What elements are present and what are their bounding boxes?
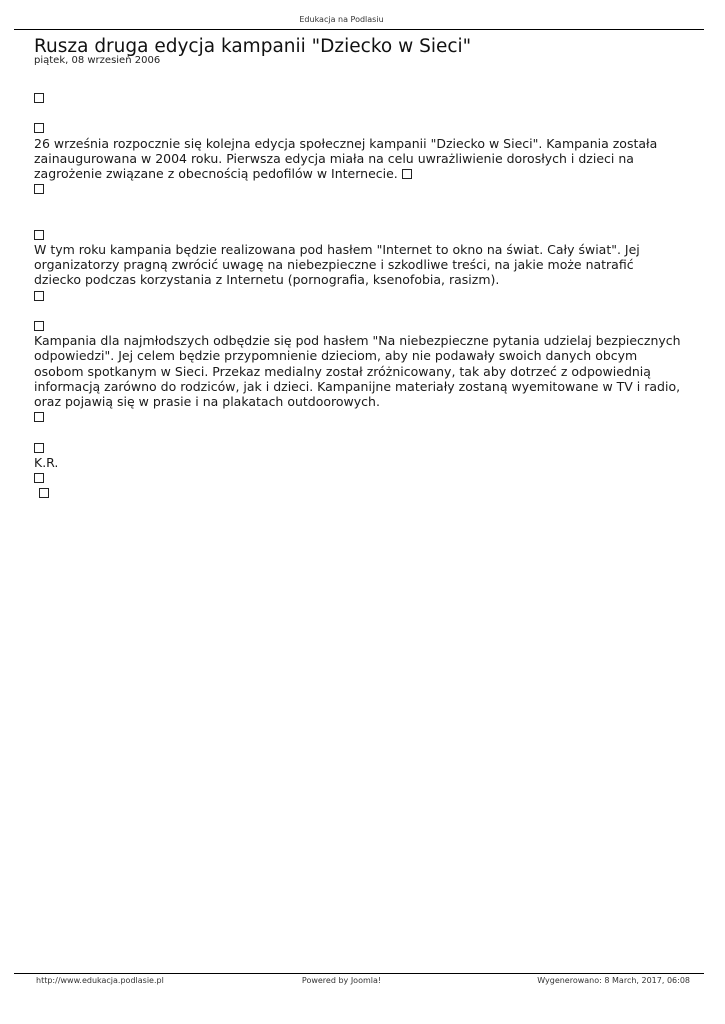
missing-glyph-icon [34, 291, 44, 301]
missing-glyph-icon [402, 169, 412, 179]
article-paragraph-1 [34, 136, 684, 182]
article-date: piątek, 08 wrzesień 2006 [34, 55, 161, 66]
missing-glyph-icon [39, 488, 49, 498]
missing-glyph-icon [34, 93, 44, 103]
missing-glyph-icon [34, 443, 44, 453]
paragraph-text: 26 września rozpocznie się kolejna edycja społecznej kampanii "Dziecko w Sieci". Kampania została zainaugurowana w 2004 roku. Pierwsza edycja miała na celu uwrażliwienie dorosłych i dzieci na zagrożenie związane z obecnością pedofilów w Internecie. [34, 135, 658, 181]
footer-site-url: http://www.edukacja.podlasie.pl [36, 976, 164, 985]
header-divider [14, 29, 704, 30]
article-signature: K.R. [34, 454, 59, 470]
article-paragraph-3: Kampania dla najmłodszych odbędzie się pod hasłem "Na niebezpieczne pytania udzielaj bezpiecznych odpowiedzi". Jej celem będzie przypomnienie dzieciom, aby nie podawały swoich danych obcym osobom spotkanym w Sieci. Przekaz medialny został zróżnicowany, tak aby dotrzeć z odpowiednią informacją zarówno do rodziców, jak i dzieci. Kampanijne materiały zostaną wyemitowane w TV i radio, oraz pojawią się w prasie i na plakatach outdoorowych. [34, 333, 681, 409]
missing-glyph-icon [34, 230, 44, 240]
missing-glyph-icon [34, 321, 44, 331]
missing-glyph-icon [34, 412, 44, 422]
missing-glyph-icon [34, 123, 44, 133]
missing-glyph-icon [34, 473, 44, 483]
site-name-header: Edukacja na Podlasiu [299, 15, 384, 24]
footer-generated-date: Wygenerowano: 8 March, 2017, 06:08 [537, 976, 690, 985]
footer-powered-by: Powered by Joomla! [301, 976, 382, 985]
missing-glyph-icon [34, 184, 44, 194]
article-body [34, 90, 684, 500]
article-title: Rusza druga edycja kampanii "Dziecko w Sieci" [34, 36, 472, 57]
article-paragraph-2: W tym roku kampania będzie realizowana pod hasłem "Internet to okno na świat. Cały świat". Jej organizatorzy pragną zwrócić uwagę na niebezpieczne i szkodliwe treści, na jakie może natrafić dziecko podczas korzystania z Internetu (pornografia, ksenofobia, rasizm). [34, 241, 640, 288]
footer-divider [14, 973, 704, 974]
